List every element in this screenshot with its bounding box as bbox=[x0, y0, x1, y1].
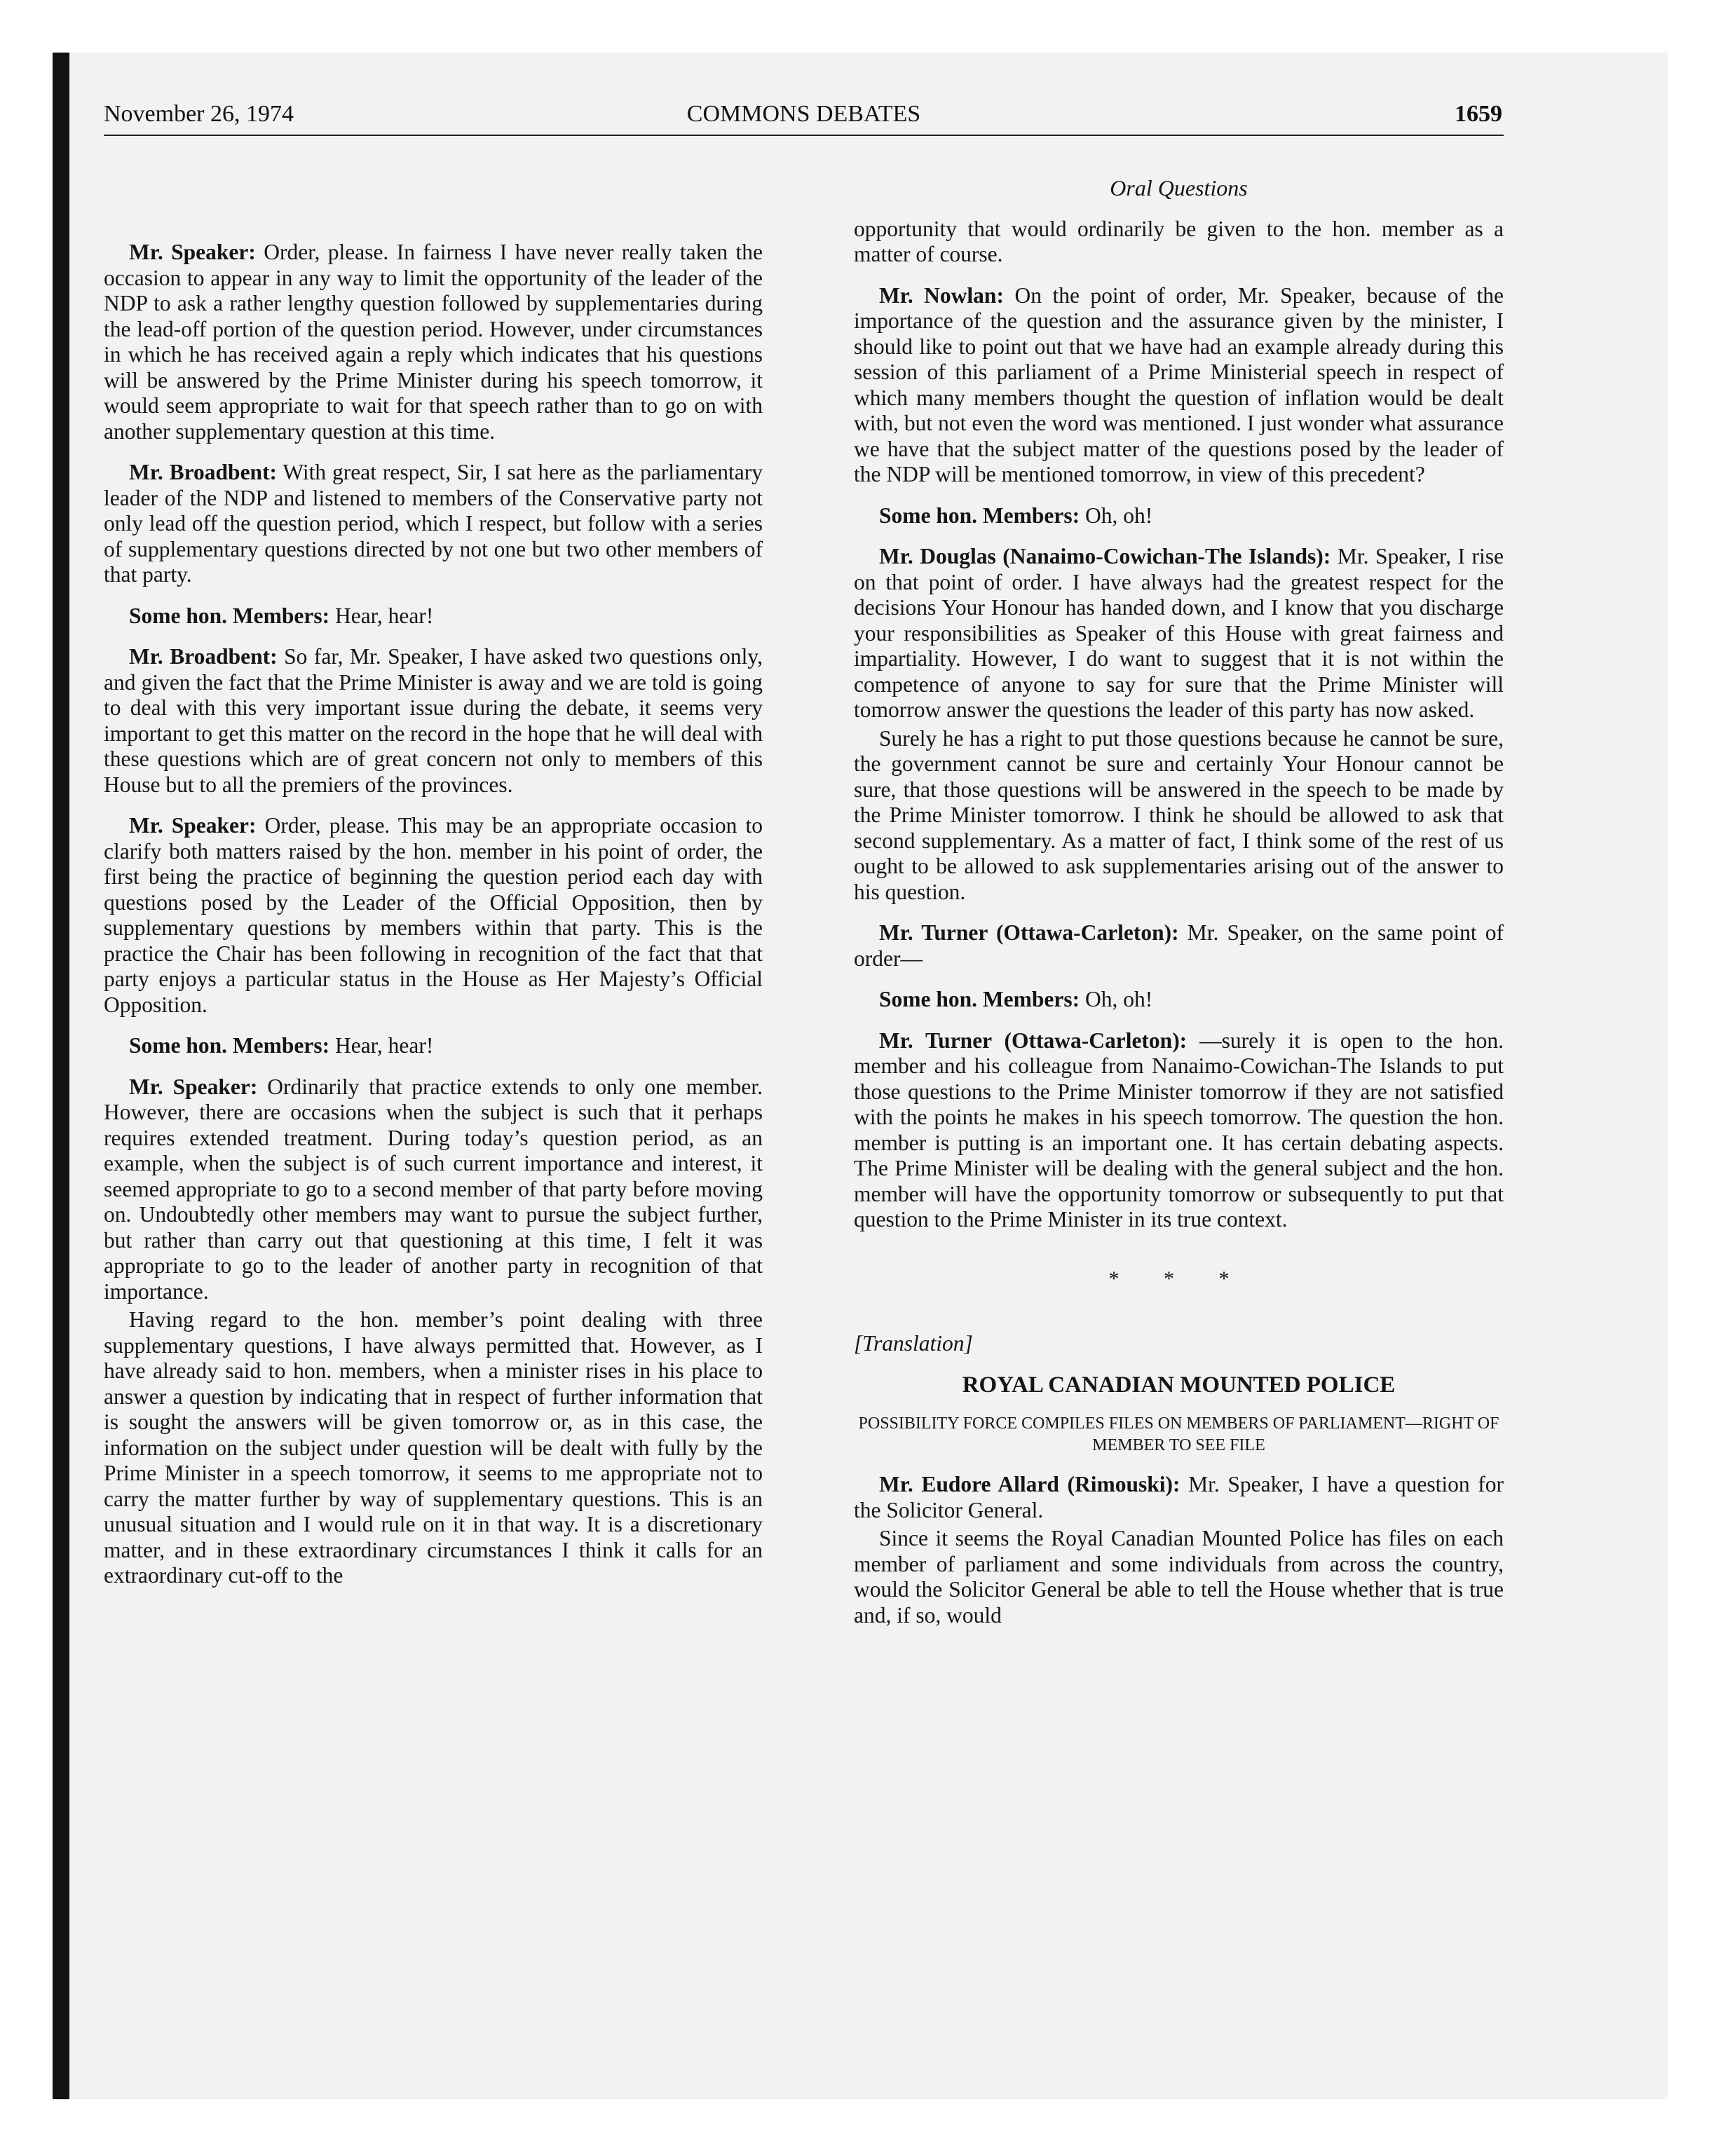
paragraph bbox=[854, 544, 1504, 723]
paragraph bbox=[854, 726, 1504, 906]
header-title: COMMONS DEBATES bbox=[686, 101, 921, 127]
paragraph bbox=[854, 283, 1504, 488]
paragraph-text: Hear, hear! bbox=[334, 1033, 434, 1058]
speaker-name: Mr. Broadbent: bbox=[129, 460, 278, 484]
paragraph bbox=[104, 603, 763, 629]
speaker-name: Mr. Turner (Ottawa-Carleton): bbox=[879, 1028, 1188, 1053]
paragraph-text: Since it seems the Royal Canadian Mounted Police has files on each member of parliament and some individuals from across the country, would the Solicitor General be able to tell the House whether that is true and, if so, would bbox=[854, 1526, 1504, 1628]
paragraph-text: Mr. Speaker, I have a question for the Solicitor General. bbox=[854, 1472, 1504, 1522]
speaker-name: Mr. Nowlan: bbox=[879, 282, 1004, 308]
paragraph bbox=[854, 503, 1504, 529]
paragraph-text: Surely he has a right to put those questions because he cannot be sure, the government cannot be sure and certainly Your Honour cannot be sure, that those questions will be answered in the speech to be made by the Prime Minister tomorrow. I think he should be allowed to ask that second supplementary. As a matter of fact, I think some of the rest of us ought to be allowed to ask supplementaries arising out of the answer to his question. bbox=[854, 725, 1504, 904]
paragraph bbox=[104, 1033, 763, 1059]
paragraph-text: On the point of order, Mr. Speaker, because of the importance of the question and the assurance given by the minister, I should like to point out that we have had an example already during this session of this parliament of a Prime Ministerial speech in respect of which many members thought the question of inflation would be dealt with, but not even the word was mentioned. I just wonder what assurance we have that the subject matter of the questions posed by the leader of the NDP will be mentioned tomorrow, in view of this precedent? bbox=[854, 282, 1504, 486]
speaker-name: Mr. Douglas (Nanaimo-Cowichan-The Islands): bbox=[879, 544, 1331, 568]
speaker-name: Mr. Speaker: bbox=[129, 240, 256, 264]
section-title: ROYAL CANADIAN MOUNTED POLICE bbox=[962, 1372, 1396, 1398]
header-date: November 26, 1974 bbox=[104, 101, 294, 127]
paragraph bbox=[854, 1526, 1504, 1628]
paragraph bbox=[104, 1074, 763, 1305]
paragraph bbox=[104, 813, 763, 1018]
header-page-number: 1659 bbox=[1455, 101, 1502, 127]
paragraph-text: With great respect, Sir, I sat here as the parliamentary leader of the NDP and listened to members of the Conservative party not only lead off the question period, which I respect, but follow with a series of supplementary questions directed by not one but two other members of that party. bbox=[104, 460, 763, 587]
paragraph bbox=[104, 1307, 763, 1589]
speaker-name: Some hon. Members: bbox=[879, 987, 1080, 1011]
paragraph-text: Order, please. This may be an appropriate occasion to clarify both matters raised by the hon. member in his point of order, the first being the practice of beginning the question period each day with questions posed by the Leader of the Official Opposition, then by supplementary questions by members within that party. This is the practice the Chair has been following in recognition of the fact that that party enjoys a particular status in the House as Her Majesty’s Official Opposition. bbox=[104, 813, 763, 1017]
speaker-name: Some hon. Members: bbox=[129, 603, 330, 628]
speaker-name: Some hon. Members: bbox=[129, 1033, 330, 1058]
paragraph-text: Oh, oh! bbox=[1084, 503, 1153, 528]
paragraph bbox=[104, 644, 763, 798]
speaker-name: Mr. Speaker: bbox=[129, 813, 257, 838]
page-header bbox=[104, 98, 1504, 136]
paragraph-text: —surely it is open to the hon. member and his colleague from Nanaimo-Cowichan-The Islands to put those questions to the Prime Minister tomorrow if they are not satisfied with the points he makes in his speech tomorrow. The question the hon. member is putting is an important one. It has certain debating aspects. The Prime Minister will be dealing with the general subject and the hon. member will have the opportunity tomorrow or subsequently to put that question to the Prime Minister in its true context. bbox=[854, 1028, 1504, 1231]
speaker-name: Mr. Broadbent: bbox=[129, 644, 278, 669]
speaker-name: Mr. Speaker: bbox=[129, 1074, 258, 1099]
paragraph-text: Oh, oh! bbox=[1084, 987, 1153, 1011]
paragraph bbox=[854, 1028, 1504, 1233]
speaker-name: Some hon. Members: bbox=[879, 503, 1080, 528]
paragraph bbox=[104, 240, 763, 444]
right-column bbox=[854, 175, 1504, 1644]
speaker-name: Mr. Turner (Ottawa-Carleton): bbox=[879, 920, 1179, 945]
paragraph-text: Hear, hear! bbox=[334, 603, 434, 628]
left-column bbox=[104, 240, 763, 1604]
scan-edge bbox=[53, 53, 69, 2099]
paragraph bbox=[854, 1472, 1504, 1523]
paragraph-text: Ordinarily that practice extends to only one member. However, there are occasions when the subject is such that it perhaps requires extended treatment. During today’s question period, as an example, when the subject is of such current importance and interest, it seemed appropriate to go to a second member of that party before moving on. Undoubtedly other members may want to pursue the subject further, but rather than carry out that questioning at this time, I felt it was appropriate to go to the leader of another party in recognition of that importance. bbox=[104, 1074, 763, 1304]
paragraph bbox=[854, 920, 1504, 971]
paragraph-text: Mr. Speaker, on the same point of order— bbox=[854, 920, 1504, 971]
paragraph bbox=[854, 987, 1504, 1013]
running-head: Oral Questions bbox=[1110, 175, 1248, 200]
paragraph-text: opportunity that would ordinarily be given to the hon. member as a matter of course. bbox=[854, 216, 1504, 266]
section-break: * * * bbox=[1108, 1267, 1249, 1290]
section-subhead: POSSIBILITY FORCE COMPILES FILES ON MEMBERS OF PARLIAMENT—RIGHT OF MEMBER TO SEE FILE bbox=[858, 1414, 1499, 1454]
paragraph bbox=[854, 217, 1504, 268]
paragraph-text: Order, please. In fairness I have never really taken the occasion to appear in any way to limit the opportunity of the leader of the NDP to ask a rather lengthy question followed by supplementaries during the lead-off portion of the question period. However, under circumstances in which he has received again a reply which indicates that his questions will be answered by the Prime Minister during his speech tomorrow, it would seem appropriate to wait for that speech rather than to go on with another supplementary question at this time. bbox=[104, 240, 763, 444]
paragraph-text: Mr. Speaker, I rise on that point of order. I have always had the greatest respect for the decisions Your Honour has handed down, and I know that you discharge your responsibilities as Speaker of this House with great fairness and impartiality. However, I do want to suggest that it is not within the competence of anyone to say for sure that the Prime Minister will tomorrow answer the questions the leader of this party has now asked. bbox=[854, 544, 1504, 722]
paragraph-text: So far, Mr. Speaker, I have asked two questions only, and given the fact that the Prime Minister is away and we are told is going to deal with this very important issue during the debate, it seems very important to get this matter on the record in the hope that he will deal with these questions which are of great concern not only to members of this House but to all the premiers of the provinces. bbox=[104, 644, 763, 797]
speaker-name: Mr. Eudore Allard (Rimouski): bbox=[879, 1472, 1181, 1496]
paragraph-text: Having regard to the hon. member’s point dealing with three supplementary questions, I have always permitted that. However, as I have already said to hon. members, when a minister rises in his place to answer a question by indicating that in respect of further information that is sought the answers will be given tomorrow or, as in this case, the information on the subject under question will be dealt with fully by the Prime Minister in a speech tomorrow, it seems to me appropriate not to carry the matter further by way of supplementary questions. This is an unusual situation and I would rule on it in that way. It is a discretionary matter, and in these extraordinary circumstances I think it calls for an extraordinary cut-off to the bbox=[104, 1307, 763, 1588]
translation-note: [Translation] bbox=[854, 1331, 973, 1356]
paragraph bbox=[104, 460, 763, 588]
